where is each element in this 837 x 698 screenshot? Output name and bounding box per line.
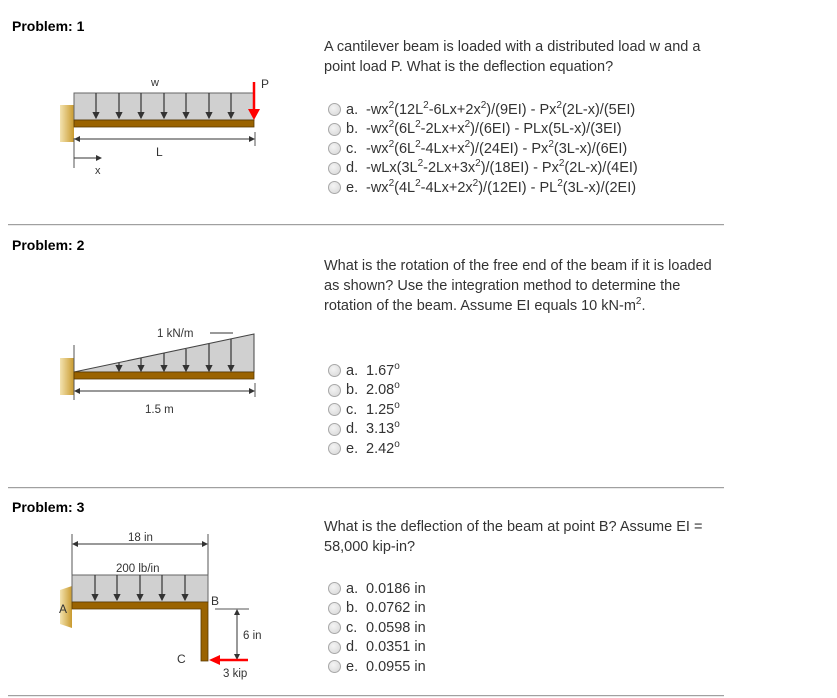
option-text: 0.0351 in	[366, 639, 426, 656]
option-a[interactable]: a. 1.67$^o$	[328, 361, 400, 381]
point-load-p-label: P	[261, 77, 270, 91]
option-text: $-wx^2(6L^2-2Lx+x^2)/(6EI) - PLx(5L-x)/(3EI)$	[366, 119, 622, 138]
option-e[interactable]: e. 0.0955 in	[328, 657, 426, 677]
option-text: 0.0598 in	[366, 619, 426, 636]
problem-2-diagram	[55, 315, 285, 420]
option-a[interactable]: a. $-wx^2(12L^2-6Lx+2x^2)/(9EI) - Px^2(2L-x)/(5EI)$	[328, 100, 638, 120]
radio-button[interactable]	[328, 103, 341, 116]
option-text: 1.67$^o$	[366, 360, 400, 379]
separator	[8, 695, 724, 697]
problem-2-options	[328, 361, 400, 459]
problem-3-diagram	[50, 520, 280, 685]
option-e[interactable]: e. $-wx^2(4L^2-4Lx+2x^2)/(12EI) - PL^2(3L-x)/(2EI)$	[328, 178, 638, 198]
radio-button[interactable]	[328, 602, 341, 615]
option-text: 1.25$^o$	[366, 399, 400, 418]
radio-button[interactable]	[328, 403, 341, 416]
option-d[interactable]: d. 0.0351 in	[328, 638, 426, 658]
separator	[8, 487, 724, 489]
point-b-label: B	[211, 594, 220, 608]
separator	[8, 224, 724, 226]
radio-button[interactable]	[328, 123, 341, 136]
option-text: 0.0762 in	[366, 600, 426, 617]
span-label: 18 in	[128, 532, 153, 544]
option-text: 0.0955 in	[366, 658, 426, 675]
distributed-load-label: 1 kN/m	[157, 328, 194, 340]
option-a[interactable]: a. 0.0186 in	[328, 579, 426, 599]
radio-button[interactable]	[328, 181, 341, 194]
problem-3-options	[328, 579, 426, 677]
option-c[interactable]: c. 0.0598 in	[328, 618, 426, 638]
radio-button[interactable]	[328, 364, 341, 377]
drop-length-label: 6 in	[243, 630, 262, 642]
option-text: 0.0186 in	[366, 580, 426, 597]
option-c[interactable]: c. 1.25$^o$	[328, 400, 400, 420]
option-d[interactable]: d. $-wLx(3L^2-2Lx+3x^2)/(18EI) - Px^2(2L-x)/(4EI)$	[328, 159, 638, 179]
option-e[interactable]: e. 2.42$^o$	[328, 439, 400, 459]
radio-button[interactable]	[328, 442, 341, 455]
length-label: 1.5 m	[145, 404, 174, 416]
radio-button[interactable]	[328, 582, 341, 595]
problem-3-question: What is the deflection of the beam at point B? Assume EI = 58,000 kip-in?	[324, 519, 703, 555]
radio-button[interactable]	[328, 660, 341, 673]
option-text: $-wx^2(12L^2-6Lx+2x^2)/(9EI) - Px^2(2L-x)/(5EI)$	[366, 99, 636, 118]
option-text: $-wx^2(6L^2-4Lx+x^2)/(24EI) - Px^2(3L-x)/(6EI)$	[366, 138, 628, 157]
option-b[interactable]: b. $-wx^2(6L^2-2Lx+x^2)/(6EI) - PLx(5L-x)/(3EI)$	[328, 120, 638, 140]
problem-2-question: What is the rotation of the free end of the beam if it is loaded as shown? Use the integration method to determine the rotation of the beam. Assume EI equals 10 $kN-m^2$.	[324, 258, 712, 314]
option-text: 3.13$^o$	[366, 419, 400, 438]
load-w-label: w	[151, 77, 159, 89]
option-c[interactable]: c. $-wx^2(6L^2-4Lx+x^2)/(24EI) - Px^2(3L-x)/(6EI)$	[328, 139, 638, 159]
point-a-label: A	[59, 602, 68, 616]
force-label: 3 kip	[223, 668, 248, 680]
radio-button[interactable]	[328, 641, 341, 654]
radio-button[interactable]	[328, 621, 341, 634]
point-c-label: C	[177, 652, 186, 666]
problem-1-question: A cantilever beam is loaded with a distributed load w and a point load P. What is the deflection equation?	[324, 39, 701, 75]
radio-button[interactable]	[328, 162, 341, 175]
radio-button[interactable]	[328, 423, 341, 436]
radio-button[interactable]	[328, 384, 341, 397]
option-text: $-wx^2(4L^2-4Lx+2x^2)/(12EI) - PL^2(3L-x)/(2EI)$	[366, 177, 637, 196]
option-d[interactable]: d. 3.13$^o$	[328, 420, 400, 440]
option-text: 2.08$^o$	[366, 380, 400, 399]
option-b[interactable]: b. 0.0762 in	[328, 599, 426, 619]
distributed-load-label: 200 lb/in	[116, 563, 160, 575]
problem-1-title: Problem: 1	[12, 18, 85, 34]
length-l-label: L	[156, 145, 163, 159]
problem-1-diagram	[55, 70, 285, 185]
option-text: $-wLx(3L^2-2Lx+3x^2)/(18EI) - Px^2(2L-x)/(4EI)$	[366, 158, 638, 177]
axis-x-label: x	[95, 165, 101, 177]
radio-button[interactable]	[328, 142, 341, 155]
problem-2-title: Problem: 2	[12, 237, 85, 253]
problem-1-options	[328, 100, 638, 198]
option-text: 2.42$^o$	[366, 438, 400, 457]
problem-3-title: Problem: 3	[12, 499, 85, 515]
option-b[interactable]: b. 2.08$^o$	[328, 381, 400, 401]
